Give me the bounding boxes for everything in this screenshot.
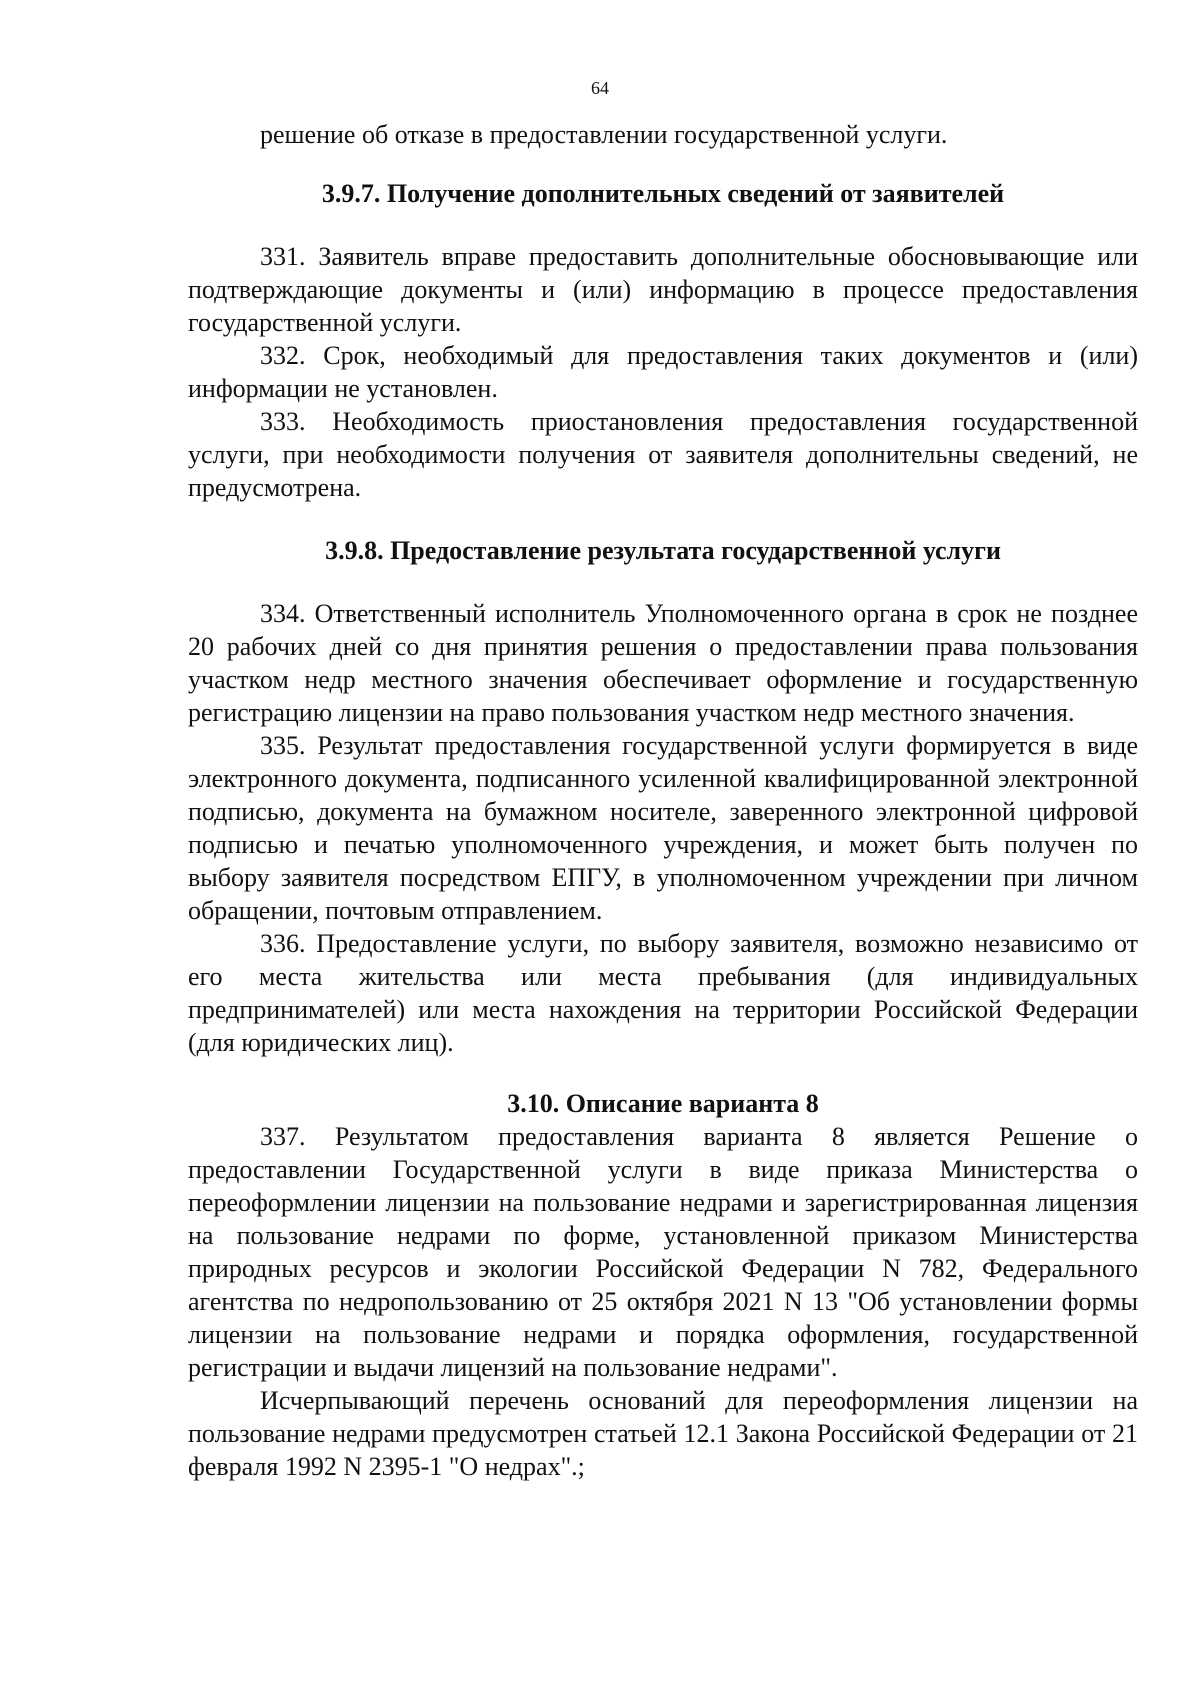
paragraph-334: 334. Ответственный исполнитель Уполномоченного органа в срок не позднее 20 рабочих дней со дня принятия решения о предоставлении права пользования участком недр местного значения обеспечивает оформление и государственную регистрацию лицензии на право пользования участком недр местного значения. bbox=[188, 599, 1138, 727]
section-heading: 3.9.7. Получение дополнительных сведений от заявителей bbox=[321, 179, 1005, 208]
intro-paragraph: решение об отказе в предоставлении государственной услуги. bbox=[260, 120, 948, 149]
paragraph-336: 336. Предоставление услуги, по выбору заявителя, возможно независимо от его места жительства или места пребывания (для индивидуальных предпринимателей) или места нахождения на территории Российской Федерации (для юридических лиц). bbox=[188, 929, 1138, 1057]
paragraph-335: 335. Результат предоставления государственной услуги формируется в виде электронного документа, подписанного усиленной квалифицированной электронной подписью, документа на бумажном носителе, заверенного электронной цифровой подписью и печатью уполномоченного учреждения, и может быть получен по выбору заявителя посредством ЕПГУ, в уполномоченном учреждении при личном обращении, почтовым отправлением. bbox=[188, 731, 1138, 925]
paragraph-332: 332. Срок, необходимый для предоставления таких документов и (или) информации не установлен. bbox=[188, 341, 1138, 403]
page-number: 64 bbox=[591, 78, 609, 98]
paragraph-331: 331. Заявитель вправе предоставить дополнительные обосновывающие или подтверждающие документы и (или) информацию в процессе предоставления государственной услуги. bbox=[188, 242, 1138, 337]
paragraph-grounds-list: Исчерпывающий перечень оснований для переоформления лицензии на пользование недрами предусмотрен статьей 12.1 Закона Российской Федерации от 21 февраля 1992 N 2395-1 "О недрах".; bbox=[188, 1386, 1138, 1481]
section-heading: 3.9.8. Предоставление результата государственной услуги bbox=[325, 536, 1001, 565]
paragraph-333: 333. Необходимость приостановления предоставления государственной услуги, при необходимости получения от заявителя дополнительны сведений, не предусмотрена. bbox=[188, 407, 1138, 502]
section-heading: 3.10. Описание варианта 8 bbox=[507, 1089, 819, 1118]
document-body bbox=[188, 118, 1138, 1483]
paragraph-337: 337. Результатом предоставления варианта 8 является Решение о предоставлении Государственной услуги в виде приказа Министерства о переоформлении лицензии на пользование недрами и зарегистрированная лицензия на пользование недрами по форме, установленной приказом Министерства природных ресурсов и экологии Российской Федерации N 782, Федерального агентства по недропользованию от 25 октября 2021 N 13 "Об установлении формы лицензии на пользование недрами и порядка оформления, государственной регистрации и выдачи лицензий на пользование недрами". bbox=[188, 1122, 1138, 1382]
